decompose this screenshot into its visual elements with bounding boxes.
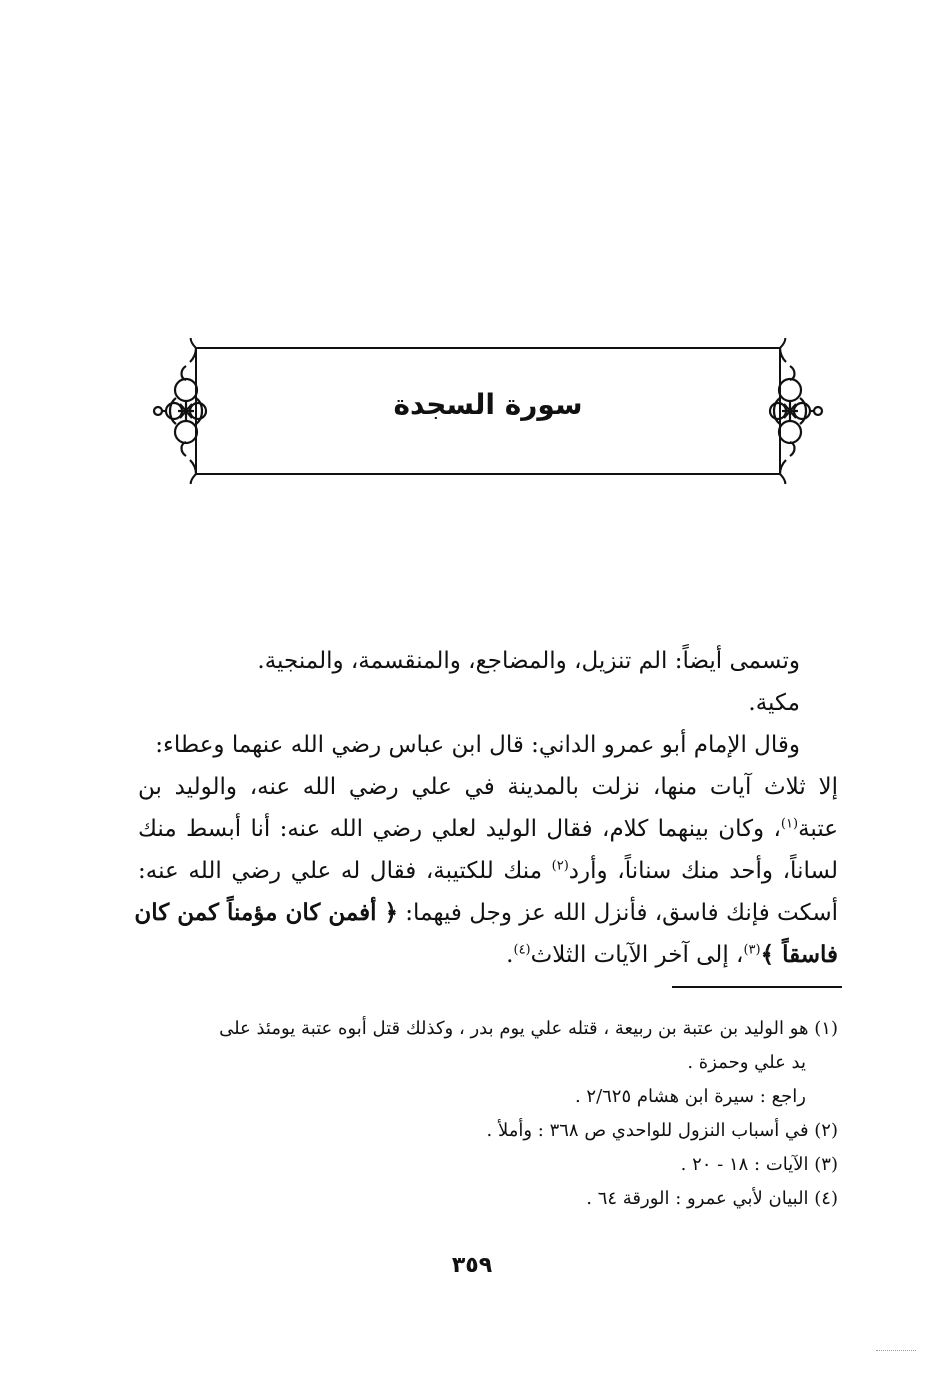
footnote-1-line-1: (١) هو الوليد بن عتبة بن ربيعة ، قتله علي يوم بدر ، وكذلك قتل أبوه عتبة يومئذ على	[219, 1018, 838, 1039]
footnote-ref-4[interactable]: (٤)	[513, 942, 531, 958]
paragraph-dani-line-5	[134, 892, 838, 934]
paragraph-dani-line-2: إلا ثلاث آيات منها، نزلت بالمدينة في علي رضي الله عنه، والوليد بن	[138, 774, 838, 800]
footnote-divider	[672, 986, 842, 988]
footnote-ref-1[interactable]: (١)	[780, 816, 799, 832]
paragraph-dani-line-3	[138, 808, 838, 850]
footnote-1-line-3: راجع : سيرة ابن هشام ٢/٦٢٥ .	[574, 1086, 806, 1107]
footnote-ref-3[interactable]: (٣)	[743, 942, 761, 958]
scan-artifact	[876, 1350, 916, 1351]
quran-verse: ﴿ أفمن كان مؤمناً كمن كان	[134, 899, 398, 926]
footnote-3: (٣) الآيات : ١٨ - ٢٠ .	[680, 1154, 838, 1175]
paragraph-makkiyya: مكية.	[748, 690, 800, 716]
surah-title: سورة السجدة	[393, 388, 583, 421]
footnote-4: (٤) البيان لأبي عمرو : الورقة ٦٤ .	[586, 1188, 838, 1209]
text-segment: لساناً، وأحد منك سناناً، وأرد	[568, 858, 838, 884]
footnotes	[138, 1012, 838, 1216]
footnote-ref-2[interactable]: (٢)	[551, 858, 569, 874]
paragraph-dani-line-1: وقال الإمام أبو عمرو الداني: قال ابن عباس رضي الله عنهما وعطاء:	[155, 732, 800, 758]
text-segment: ، إلى آخر الآيات الثلاث	[530, 942, 744, 968]
text-segment: عتبة	[798, 816, 838, 842]
text-segment: ، وكان بينهما كلام، فقال الوليد لعلي رضي الله عنه: أنا أبسط منك	[138, 816, 781, 842]
paragraph-dani-line-6	[138, 934, 838, 976]
text-segment: منك للكتيبة، فقال له علي رضي الله عنه:	[138, 858, 552, 884]
paragraph-names: وتسمى أيضاً: الم تنزيل، والمضاجع، والمنقسمة، والمنجية.	[257, 648, 800, 674]
page-number: ٣٥٩	[451, 1253, 493, 1278]
footnote-2: (٢) في أسباب النزول للواحدي ص ٣٦٨ : وأملأ .	[486, 1120, 838, 1141]
main-text	[134, 640, 838, 976]
paragraph-dani-line-4	[138, 850, 838, 892]
quran-verse: فاسقاً ﴾	[760, 941, 838, 968]
footnote-1-line-2: يد علي وحمزة .	[687, 1052, 806, 1073]
text-segment: .	[506, 942, 514, 968]
surah-title-frame	[150, 338, 826, 484]
text-segment: أسكت فإنك فاسق، فأنزل الله عز وجل فيهما:	[398, 900, 838, 926]
